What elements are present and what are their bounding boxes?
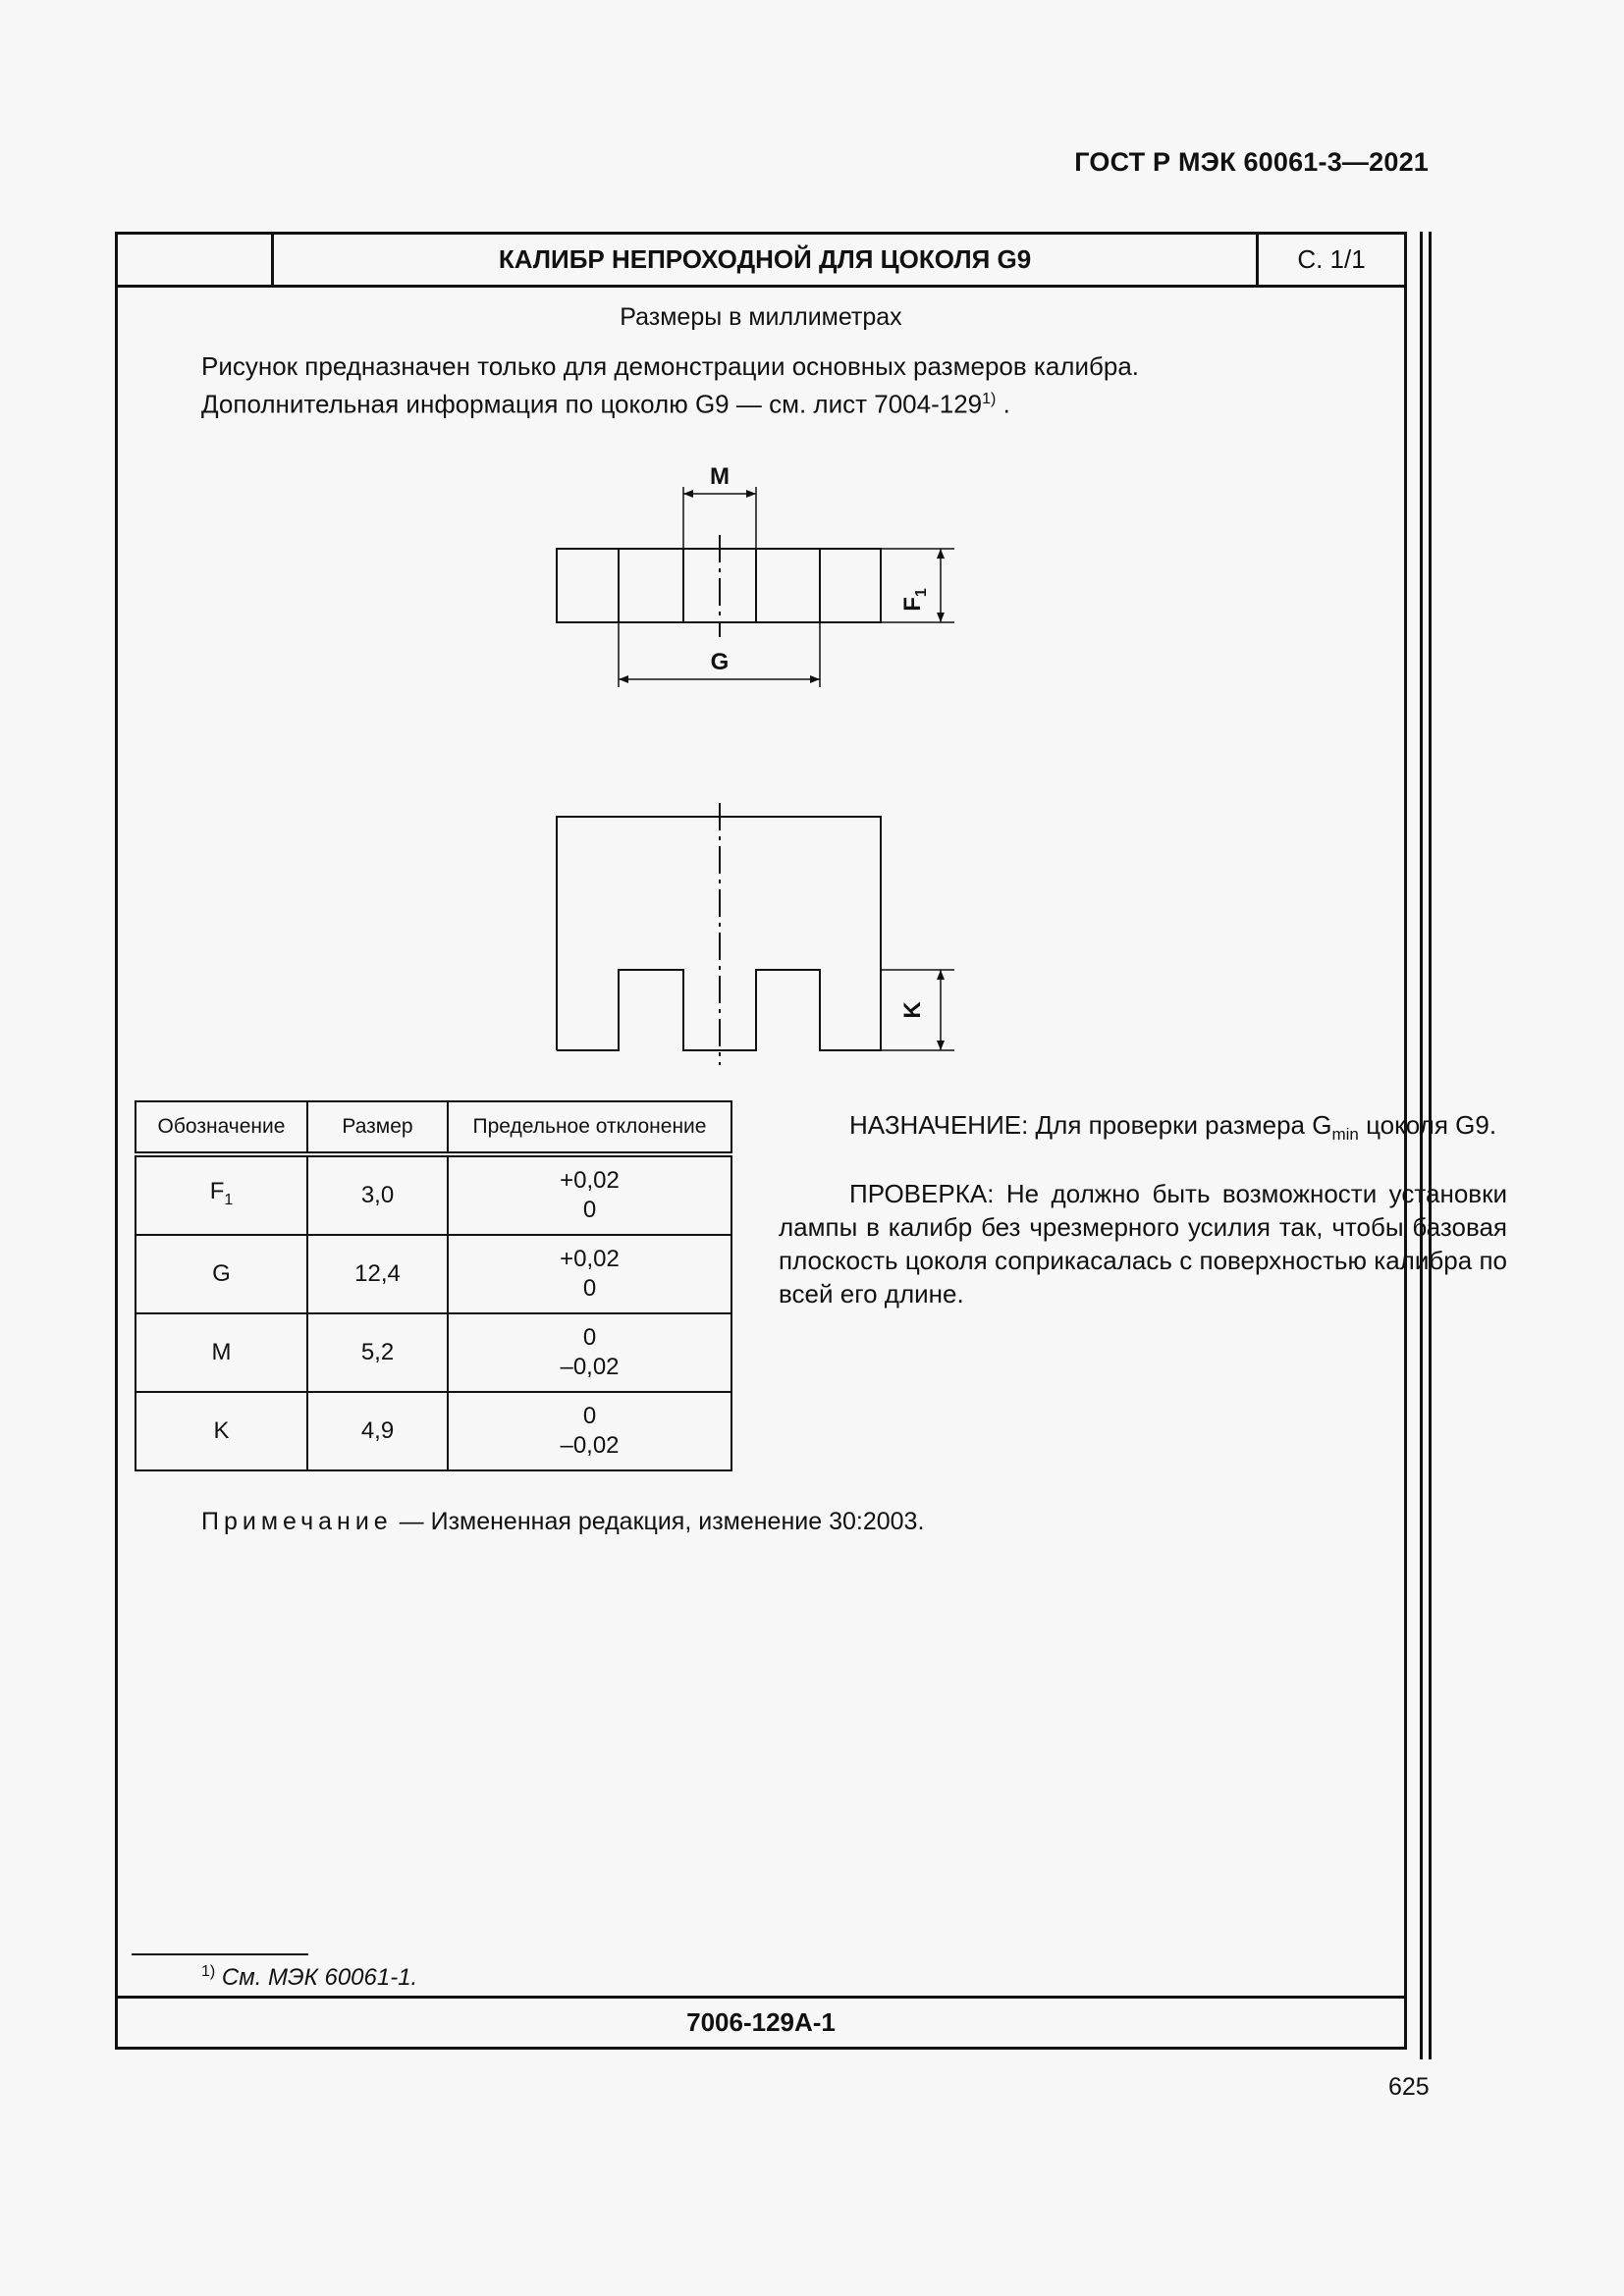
- page-number: 625: [1388, 2073, 1430, 2101]
- front-view: [557, 803, 954, 1065]
- label-m: M: [710, 463, 730, 490]
- label-g: G: [710, 649, 730, 675]
- cell-size: 12,4: [307, 1235, 448, 1313]
- cell-size: 5,2: [307, 1313, 448, 1392]
- sheet-title: КАЛИБР НЕПРОХОДНОЙ ДЛЯ ЦОКОЛЯ G9: [274, 235, 1259, 285]
- purpose-sub: min: [1331, 1125, 1359, 1145]
- dev-upper: 0: [582, 1403, 597, 1429]
- dev-lower: –0,02: [560, 1432, 620, 1459]
- cell-size: 3,0: [307, 1154, 448, 1235]
- table-row: [135, 1235, 731, 1313]
- cell-deviation: [448, 1235, 731, 1313]
- symbol-sub: 1: [224, 1191, 234, 1208]
- label-f: F: [899, 597, 926, 612]
- symbol: M: [211, 1339, 232, 1365]
- cell-symbol: [135, 1392, 307, 1470]
- intro-line-1: Рисунок предназначен только для демонстрации основных размеров калибра.: [201, 351, 1140, 381]
- dev-lower: 0: [582, 1275, 597, 1302]
- symbol: F: [209, 1177, 225, 1204]
- note: [201, 1508, 924, 1536]
- standard-code: ГОСТ Р МЭК 60061-3—2021: [1074, 147, 1429, 177]
- header-size: Размер: [307, 1101, 448, 1154]
- gauge-drawing: [118, 235, 1404, 1098]
- intro-line-2-end: .: [996, 389, 1010, 419]
- check-paragraph: ПРОВЕРКА: Не должно быть возможности установки лампы в калибр без чрезмерного усилия так, чтобы базовая плоскость цоколя соприкасалась с поверхностью калибра по всей его длине.: [779, 1179, 1507, 1309]
- footnote-mark: 1): [201, 1963, 216, 1980]
- dev-lower: –0,02: [560, 1354, 620, 1380]
- purpose-text-end: цоколя G9.: [1358, 1110, 1497, 1140]
- label-k: K: [899, 1001, 926, 1019]
- footnote: [201, 1963, 417, 1992]
- label-f-sub: 1: [913, 588, 930, 598]
- footnote-text: См. МЭК 60061-1.: [215, 1964, 418, 1991]
- purpose-text: НАЗНАЧЕНИЕ: Для проверки размера G: [849, 1110, 1332, 1140]
- cell-deviation: [448, 1313, 731, 1392]
- footnote-divider: [132, 1953, 308, 1955]
- dev-upper: +0,02: [560, 1246, 620, 1272]
- label-f1: [899, 588, 930, 612]
- sheet-page: С. 1/1: [1297, 244, 1366, 274]
- dev-upper: 0: [582, 1324, 597, 1351]
- purpose-block: [779, 1108, 1507, 1336]
- symbol: K: [213, 1417, 230, 1444]
- sheet-number: 7006-129A-1: [118, 1996, 1404, 2047]
- table-header-row: [135, 1101, 731, 1154]
- cell-symbol: [135, 1235, 307, 1313]
- table-row: [135, 1392, 731, 1470]
- purpose-paragraph: [779, 1108, 1507, 1151]
- symbol: G: [212, 1260, 231, 1287]
- dimensions-table: [135, 1100, 732, 1471]
- top-view: [557, 487, 954, 687]
- cell-symbol: [135, 1313, 307, 1392]
- cell-size: 4,9: [307, 1392, 448, 1470]
- dev-lower: 0: [582, 1197, 597, 1223]
- dev-upper: +0,02: [560, 1167, 620, 1194]
- cell-deviation: [448, 1154, 731, 1235]
- cell-symbol: [135, 1154, 307, 1235]
- note-label: Примечание: [201, 1508, 393, 1535]
- footnote-ref: 1): [982, 391, 997, 407]
- header-deviation: Предельное отклонение: [448, 1101, 731, 1154]
- table-row: [135, 1313, 731, 1392]
- note-text: — Измененная редакция, изменение 30:2003.: [392, 1508, 925, 1535]
- header-designation: Обозначение: [135, 1101, 307, 1154]
- sheet-frame: [115, 232, 1507, 2050]
- intro-line-2-text: Дополнительная информация по цоколю G9 — см. лист 7004-129: [201, 389, 983, 419]
- units-note: Размеры в миллиметрах: [620, 303, 902, 331]
- cell-deviation: [448, 1392, 731, 1470]
- table-row: [135, 1154, 731, 1235]
